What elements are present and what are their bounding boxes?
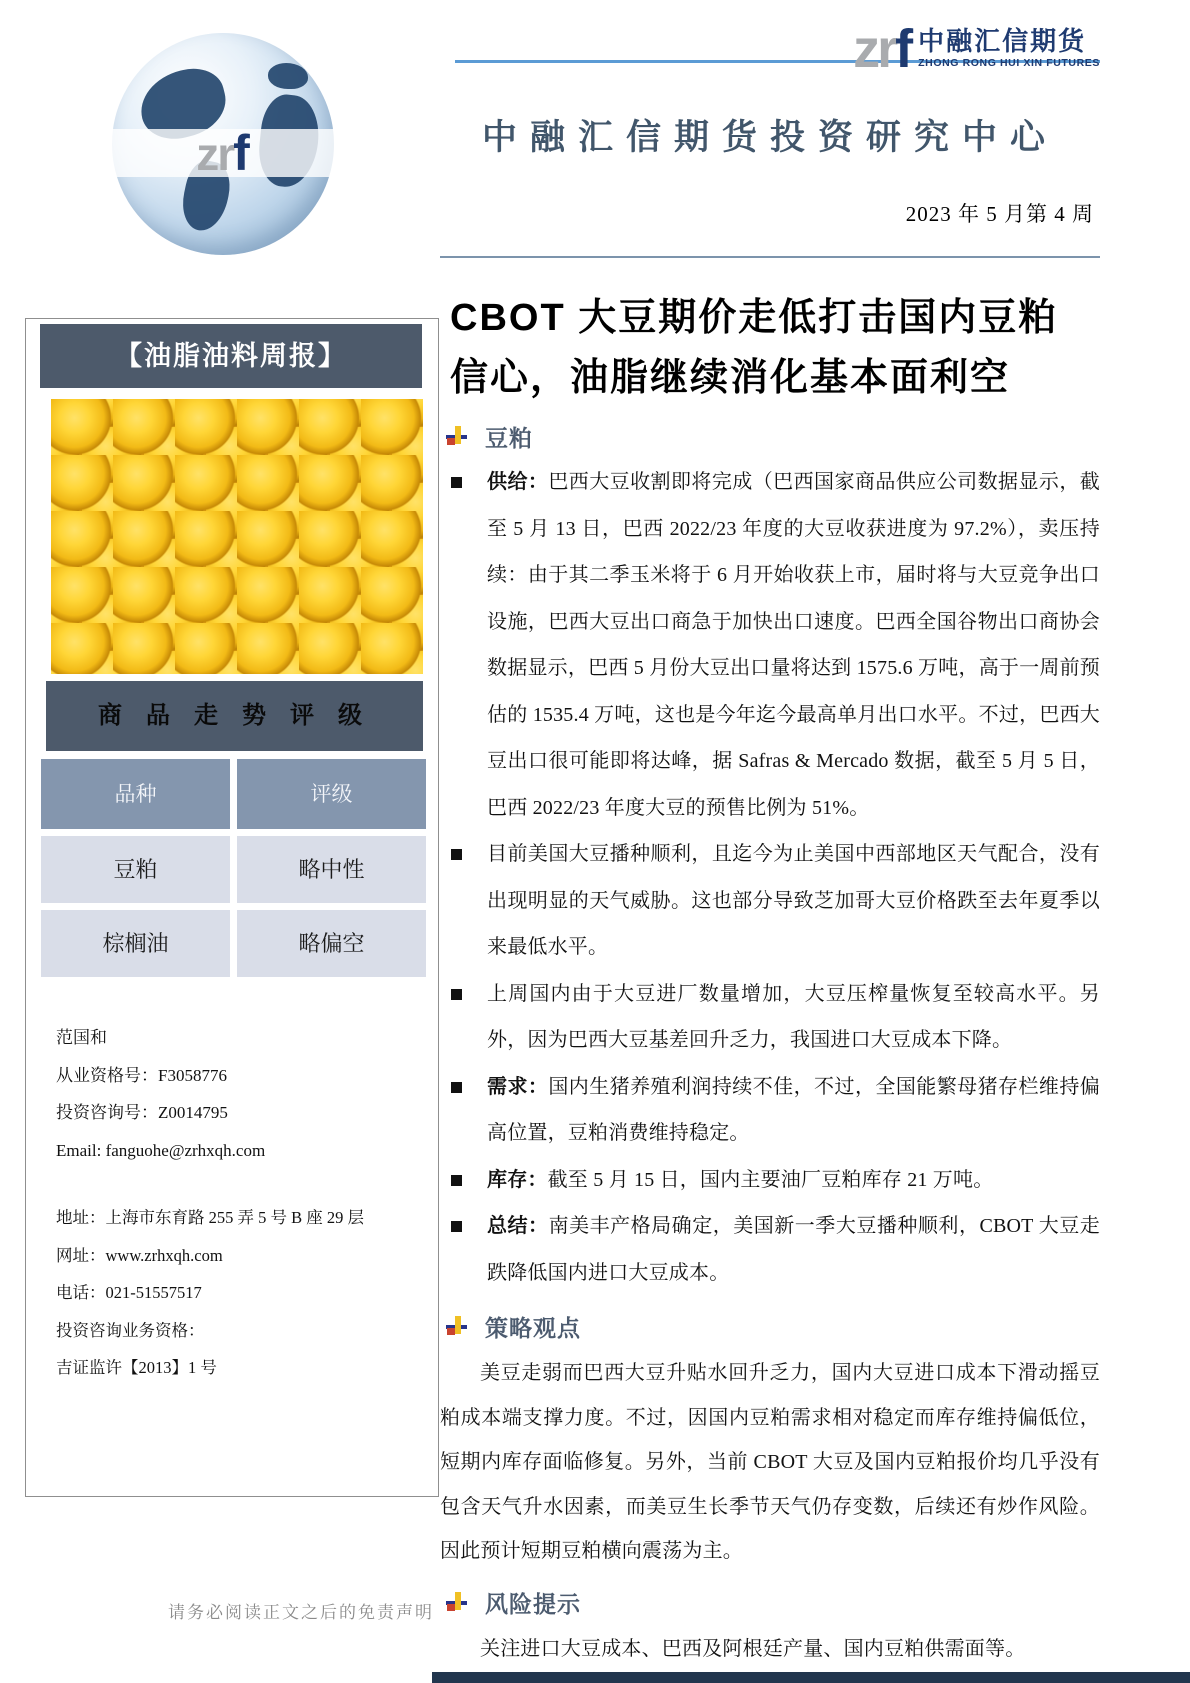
logo-f: f bbox=[895, 19, 911, 79]
bullet-text: 上周国内由于大豆进厂数量增加，大豆压榨量恢复至较高水平。另外，因为巴西大豆基差回升乏力，我国进口大豆成本下降。 bbox=[487, 982, 1100, 1051]
square-bullet-icon bbox=[451, 1082, 462, 1093]
headline-line-2: 信心，油脂继续消化基本面利空 bbox=[450, 357, 1011, 399]
globe-zr-text: zr bbox=[196, 128, 234, 180]
disclaimer-note: 请务必阅读正文之后的免责声明 bbox=[168, 1603, 434, 1622]
header-bottom-rule bbox=[440, 256, 1100, 258]
rating-table-title: 商 品 走 势 评 级 bbox=[46, 681, 423, 751]
rating-cell-rating: 略偏空 bbox=[237, 910, 426, 977]
bullet-text: 国内生猪养殖利润持续不佳，不过，全国能繁母猪存栏维持偏高位置，豆粕消费维持稳定。 bbox=[487, 1075, 1100, 1144]
bullet-label: 供给： bbox=[487, 471, 549, 493]
rating-table-row bbox=[41, 836, 426, 903]
logo-zr: zr bbox=[853, 19, 896, 79]
contact-license-label: 投资咨询业务资格： bbox=[56, 1320, 205, 1340]
bullet-label: 总结： bbox=[487, 1215, 549, 1237]
globe-f-text: f bbox=[233, 125, 250, 181]
square-bullet-icon bbox=[451, 1221, 462, 1232]
section-title: 风险提示 bbox=[485, 1590, 581, 1617]
section-title: 豆粕 bbox=[485, 425, 533, 451]
analyst-info bbox=[56, 1019, 265, 1169]
headline-line-1: CBOT 大豆期价走低打击国内豆粕 bbox=[450, 297, 1059, 339]
globe-zrf-watermark bbox=[112, 125, 334, 188]
sidebar bbox=[25, 318, 439, 1497]
square-bullet-icon bbox=[451, 1175, 462, 1186]
analyst-name: 范国和 bbox=[56, 1028, 107, 1047]
rating-cell-rating: 略中性 bbox=[237, 836, 426, 903]
logo-en-name: ZHONG RONG HUI XIN FUTURES bbox=[918, 57, 1100, 69]
rating-table-header-row bbox=[41, 759, 426, 829]
rating-cell-variety: 豆粕 bbox=[41, 836, 230, 903]
rating-col-variety: 品种 bbox=[41, 759, 230, 829]
zrf-logo-text bbox=[853, 19, 911, 79]
bullet-item bbox=[440, 831, 1100, 971]
bullet-item bbox=[440, 1064, 1100, 1157]
contact-website: 网址：www.zrhxqh.com bbox=[56, 1245, 223, 1265]
bullet-item bbox=[440, 1203, 1100, 1296]
company-logo bbox=[853, 19, 1100, 79]
section-marker-icon bbox=[446, 1316, 467, 1337]
analyst-email: Email: fanguohe@zrhxqh.com bbox=[56, 1140, 266, 1160]
section-header-risk bbox=[446, 1586, 1100, 1619]
bullet-item bbox=[440, 459, 1100, 831]
footer-accent-bar bbox=[432, 1672, 1190, 1683]
contact-phone: 电话：021-51557517 bbox=[56, 1283, 202, 1302]
contact-license-no: 吉证监许【2013】1 号 bbox=[56, 1358, 217, 1377]
square-bullet-icon bbox=[451, 989, 462, 1000]
contact-address: 地址：上海市东育路 255 弄 5 号 B 座 29 层 bbox=[56, 1208, 365, 1227]
bullet-label: 库存： bbox=[487, 1168, 548, 1191]
article-body bbox=[440, 414, 1100, 1671]
bullet-text: 南美丰产格局确定，美国新一季大豆播种顺利，CBOT 大豆走跌降低国内进口大豆成本。 bbox=[487, 1215, 1100, 1284]
analyst-qualification: 从业资格号：F3058776 bbox=[56, 1065, 227, 1085]
section-header-soymeal bbox=[446, 420, 1100, 453]
square-bullet-icon bbox=[451, 477, 462, 488]
section-header-strategy bbox=[446, 1310, 1100, 1343]
globe-logo bbox=[112, 33, 334, 255]
rating-cell-variety: 棕榈油 bbox=[41, 910, 230, 977]
square-bullet-icon bbox=[451, 849, 462, 860]
soymeal-bullet-list bbox=[440, 459, 1100, 1296]
analyst-advisory-no: 投资咨询号：Z0014795 bbox=[56, 1103, 228, 1122]
section-title: 策略观点 bbox=[485, 1315, 581, 1341]
bullet-text: 目前美国大豆播种顺利，且迄今为止美国中西部地区天气配合，没有出现明显的天气威胁。这也部分导致芝加哥大豆价格跌至去年夏季以来最低水平。 bbox=[487, 843, 1100, 958]
logo-cn-name: 中融汇信期货 bbox=[918, 26, 1087, 56]
article-headline bbox=[450, 288, 1100, 408]
bullet-text: 巴西大豆收割即将完成（巴西国家商品供应公司数据显示，截至 5 月 13 日，巴西 2022/23 年度的大豆收获进度为 97.2%），卖压持续：由于其二季玉米将于 6 月开始收获上市，届时将与大豆竞争出口设施，巴西大豆出口商急于加快出口速度。巴西全国谷物出口商协会数据显示，巴西 5 月份大豆出口量将达到 1575.6 万吨，高于一周前预估的 1535.4 万吨，这也是今年迄今最高单月出口水平。不过，巴西大豆出口很可能即将达峰，据 Safras & Mercado 数据，截至 5 月 5 日，巴西 2022/23 年度大豆的预售比例为 51%。 bbox=[487, 471, 1100, 819]
bullet-item bbox=[440, 971, 1100, 1064]
logo-wordmark bbox=[918, 26, 1100, 70]
issue-date: 2023 年 5 月第 4 周 bbox=[905, 202, 1094, 226]
report-series-badge: 【油脂油料周报】 bbox=[40, 324, 422, 388]
soybeans-photo bbox=[51, 399, 423, 674]
section-marker-icon bbox=[446, 426, 467, 447]
section-marker-icon bbox=[446, 1592, 467, 1613]
bullet-text: 截至 5 月 15 日，国内主要油厂豆粕库存 21 万吨。 bbox=[547, 1168, 994, 1191]
company-contact-info bbox=[56, 1199, 364, 1387]
rating-table-row bbox=[41, 910, 426, 977]
strategy-paragraph: 美豆走弱而巴西大豆升贴水回升乏力，国内大豆进口成本下滑动摇豆粕成本端支撑力度。不过，因国内豆粕需求相对稳定而库存维持偏低位，短期内库存面临修复。另外，当前 CBOT 大豆及国内豆粕报价均几乎没有包含天气升水因素，而美豆生长季节天气仍存变数，后续还有炒作风险。因此预计短期豆粕横向震荡为主。 bbox=[440, 1362, 1100, 1562]
research-center-title: 中融汇信期货投资研究中心 bbox=[481, 118, 1058, 157]
risk-paragraph: 关注进口大豆成本、巴西及阿根廷产量、国内豆粕供需面等。 bbox=[480, 1637, 1026, 1660]
bullet-item bbox=[440, 1157, 1100, 1204]
rating-col-rating: 评级 bbox=[237, 759, 426, 829]
bullet-label: 需求： bbox=[487, 1075, 549, 1098]
globe-continent-shape bbox=[268, 63, 308, 89]
